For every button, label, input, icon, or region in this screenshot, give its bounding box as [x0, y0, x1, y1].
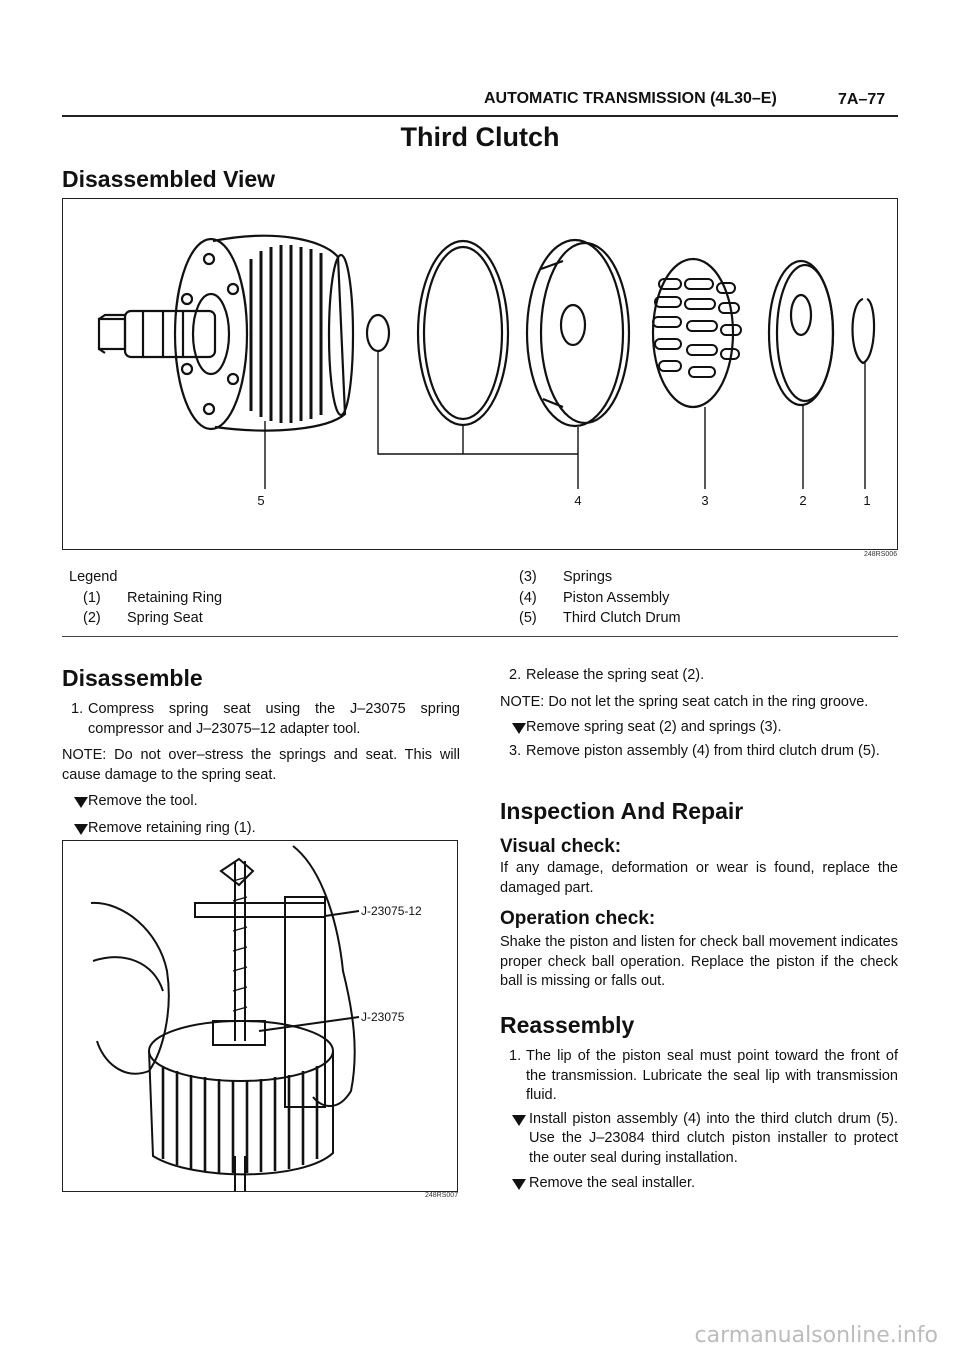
- page-number: 7A–77: [838, 91, 886, 108]
- bullet-install-piston: Install piston assembly (4) into the third clutch drum (5). Use the J–23084 third clutch piston installer to protect the outer seal during installation.: [500, 1110, 898, 1169]
- legend-left: [69, 567, 469, 629]
- step-3: 3. Remove piston assembly (4) from third clutch drum (5).: [509, 742, 880, 759]
- tool-label-compressor: J-23075: [361, 1010, 405, 1024]
- figure-code: 248RS006: [864, 551, 898, 558]
- visual-check-text: If any damage, deformation or wear is found, replace the damaged part.: [500, 860, 898, 896]
- legend-rule: [62, 636, 898, 637]
- disassembled-view-heading: Disassembled View: [62, 166, 276, 192]
- drum-face: [175, 239, 247, 429]
- step-2: 2. Release the spring seat (2).: [509, 667, 705, 683]
- legend-title: Legend: [69, 569, 118, 585]
- visual-check-heading: Visual check:: [500, 836, 622, 857]
- note-1: NOTE: Do not over–stress the springs and seat. This will cause damage to the spring seat.: [62, 747, 460, 783]
- callout-2: 2: [799, 493, 807, 508]
- operation-check-heading: Operation check:: [500, 908, 656, 929]
- callout-4: 4: [574, 493, 582, 508]
- watermark: carmanualsonline.info: [694, 1323, 938, 1348]
- bullet-triangle-icon: [512, 723, 526, 734]
- bullet-remove-installer: Remove the seal installer.: [500, 1174, 898, 1194]
- disassemble-steps-left: [62, 700, 460, 838]
- reassembly-step-1: 1. The lip of the piston seal must point toward the front of the transmission. Lubricate the seal lip with transmission fluid.: [509, 1048, 898, 1103]
- bullet-remove-ring: Remove retaining ring (1).: [62, 819, 460, 839]
- legend-item: (1) Retaining Ring: [83, 589, 223, 606]
- callout-3: 3: [701, 493, 709, 508]
- disassemble-steps-right: [500, 666, 898, 761]
- callout-1: 1: [863, 493, 871, 508]
- bullet-triangle-icon: [512, 1179, 526, 1190]
- reassembly-steps: [500, 1047, 898, 1194]
- header-rule: [62, 115, 898, 117]
- legend-item: (4) Piston Assembly: [519, 589, 670, 606]
- compressor-illustration: [63, 841, 457, 1191]
- bullet-remove-seat: Remove spring seat (2) and springs (3).: [500, 718, 898, 738]
- outer-seal: [418, 241, 508, 425]
- bullet-triangle-icon: [74, 797, 88, 808]
- bullet-triangle-icon: [512, 1115, 526, 1126]
- shaft-spline: [99, 319, 125, 349]
- figure-code-2: 248RS007: [425, 1192, 459, 1199]
- legend-item: (5) Third Clutch Drum: [519, 610, 681, 626]
- disassemble-heading: Disassemble: [62, 665, 203, 691]
- reassembly-heading: Reassembly: [500, 1012, 635, 1038]
- step-1: 1. Compress spring seat using the J–23075 spring compressor and J–23075–12 adapter tool.: [71, 701, 460, 737]
- page-title: Third Clutch: [400, 122, 560, 152]
- spring-compressor-figure: [62, 840, 458, 1192]
- tool-label-adapter: J-23075-12: [361, 904, 422, 918]
- legend-right: [505, 567, 885, 629]
- retaining-ring: [853, 299, 875, 363]
- bullet-remove-tool: Remove the tool.: [62, 792, 460, 812]
- inspection-heading: Inspection And Repair: [500, 798, 744, 824]
- drum-shaft: [125, 311, 215, 357]
- disassembled-view-figure: [62, 198, 898, 550]
- compressor-bar: [195, 903, 325, 917]
- exploded-illustration: [63, 199, 897, 549]
- running-header: AUTOMATIC TRANSMISSION (4L30–E): [484, 90, 777, 107]
- inner-seal: [367, 315, 389, 351]
- callout-5: 5: [257, 493, 265, 508]
- operation-check-text: Shake the piston and listen for check ball movement indicates proper check ball operation. Replace the piston if the check ball is missing or falls out.: [500, 934, 898, 989]
- note-2: NOTE: Do not let the spring seat catch in the ring groove.: [500, 693, 869, 710]
- legend-item: (3) Springs: [519, 569, 613, 585]
- bullet-triangle-icon: [74, 824, 88, 835]
- legend-item: (2) Spring Seat: [83, 610, 203, 626]
